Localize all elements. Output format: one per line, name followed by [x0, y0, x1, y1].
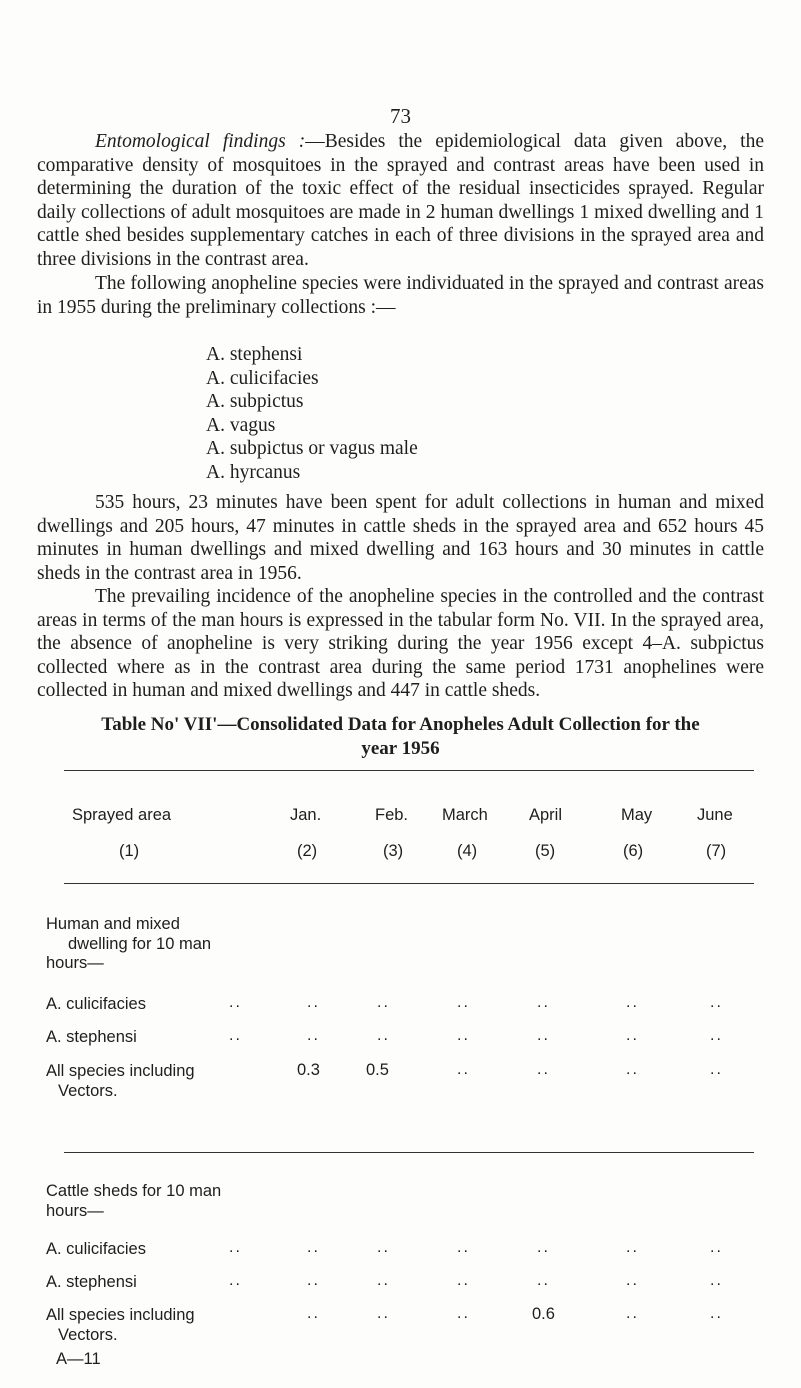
row-cell: ..: [457, 1061, 470, 1078]
column-number: (7): [706, 842, 727, 860]
section-heading-line: Human and mixed: [46, 915, 180, 933]
column-header: Jan.: [290, 806, 322, 824]
column-number: (3): [383, 842, 404, 860]
paragraph-body: —Besides the epidemiological data given above, the comparative density of mosquitoes in the sprayed and contrast areas have been used in determining the duration of the toxic effect of the residual insecticides sprayed. Regular daily collections of adult mosquitoes are made in 2 human dwellings 1 mixed dwelling and 1 cattle shed besides supplementary catches in each of three divisions in the sprayed area and three divisions in the contrast area.: [37, 131, 765, 270]
row-cell: ..: [537, 1061, 550, 1078]
column-header: May: [621, 806, 653, 824]
row-cell: ..: [229, 994, 242, 1011]
row-cell: ..: [537, 1027, 550, 1044]
row-label-line: All species including: [46, 1062, 195, 1080]
row-cell: ..: [710, 994, 723, 1011]
column-number: (1): [119, 842, 140, 860]
row-cell: ..: [229, 1027, 242, 1044]
row-cell: ..: [457, 1272, 470, 1289]
row-cell: ..: [537, 1239, 550, 1256]
row-cell: ..: [626, 1061, 639, 1078]
section-heading-line: dwelling for 10 man: [68, 934, 212, 953]
footer-mark: A—11: [56, 1350, 101, 1368]
row-cell: 0.5: [366, 1061, 389, 1079]
row-cell: ..: [537, 994, 550, 1011]
row-cell: ..: [710, 1272, 723, 1289]
column-number: (4): [457, 842, 478, 860]
column-header: March: [442, 806, 488, 824]
row-cell: ..: [626, 994, 639, 1011]
row-cell: ..: [710, 1305, 723, 1322]
table-top-rule: [64, 770, 754, 771]
section-heading-line: Cattle sheds for 10 man: [46, 1182, 222, 1200]
row-label-line: Vectors.: [58, 1082, 118, 1100]
row-cell: 0.3: [297, 1061, 320, 1079]
species-item: A. subpictus or vagus male: [206, 438, 418, 459]
row-cell: ..: [457, 1027, 470, 1044]
column-header: June: [697, 806, 733, 824]
table-title-line: Table No' VII'—Consolidated Data for Anopheles Adult Collection for the: [101, 714, 700, 735]
row-cell: ..: [307, 1305, 320, 1322]
species-item: A. subpictus: [206, 391, 304, 412]
page-number: 73: [390, 104, 411, 128]
section-heading: [46, 1182, 221, 1221]
column-header: April: [529, 806, 563, 824]
row-label: [46, 1305, 195, 1345]
species-list: [206, 343, 418, 484]
column-number: (2): [297, 842, 318, 860]
row-cell: ..: [307, 994, 320, 1011]
section-heading: [46, 915, 211, 974]
paragraph-entomological-findings: [37, 130, 764, 271]
row-cell: ..: [307, 1239, 320, 1256]
row-cell: ..: [457, 994, 470, 1011]
row-cell: ..: [229, 1239, 242, 1256]
paragraph-species-intro: The following anopheline species were individuated in the sprayed and contrast areas in 1955 during the preliminary collections :—: [37, 273, 764, 318]
row-cell: ..: [377, 1305, 390, 1322]
header-bottom-rule: [64, 883, 754, 884]
paragraph-prevailing-incidence: The prevailing incidence of the anopheline species in the controlled and the contrast areas in terms of the man hours is expressed in the tabular form No. VII. In the sprayed area, the absence of anopheline is very striking during the year 1956 except 4–A. subpictus collected where as in the contrast area during the same period 1731 anophelines were collected in human and mixed dwellings and 447 in cattle sheds.: [37, 586, 764, 701]
species-item: A. culicifacies: [206, 367, 319, 389]
row-cell: ..: [710, 1061, 723, 1078]
table-title: [37, 713, 764, 761]
column-header: Sprayed area: [72, 806, 172, 824]
row-label-line: All species including: [46, 1306, 195, 1324]
row-label: A. culicifacies: [46, 1240, 146, 1258]
row-cell: ..: [626, 1272, 639, 1289]
paragraph-lead: Entomological findings :: [95, 131, 306, 152]
row-label: A. stephensi: [46, 1028, 137, 1046]
section-heading-line: hours—: [46, 1201, 104, 1220]
row-cell: ..: [626, 1305, 639, 1322]
section-divider-rule: [64, 1152, 754, 1153]
row-cell: 0.6: [532, 1305, 555, 1323]
species-item: A. vagus: [206, 414, 276, 436]
row-cell: ..: [377, 1027, 390, 1044]
column-header: Feb.: [375, 806, 409, 824]
row-cell: ..: [710, 1027, 723, 1044]
row-label: [46, 1061, 195, 1101]
section-heading-line: hours—: [46, 954, 104, 972]
paragraph-collection-hours: 535 hours, 23 minutes have been spent for adult collections in human and mixed dwellings and 205 hours, 47 minutes in cattle sheds in the sprayed area and 652 hours 45 minutes in human dwellings and mixed dwelling and 163 hours and 30 minutes in cattle sheds in the contrast area in 1956.: [37, 492, 764, 584]
row-label: A. culicifacies: [46, 995, 146, 1013]
row-label: A. stephensi: [46, 1273, 137, 1291]
column-number: (5): [535, 842, 556, 860]
row-cell: ..: [377, 1239, 390, 1256]
row-cell: ..: [710, 1239, 723, 1256]
species-item: A. hyrcanus: [206, 461, 301, 483]
row-cell: ..: [377, 1272, 390, 1289]
row-cell: ..: [377, 994, 390, 1011]
row-cell: ..: [307, 1027, 320, 1044]
row-label-line: Vectors.: [58, 1326, 118, 1344]
row-cell: ..: [457, 1239, 470, 1256]
column-number: (6): [623, 842, 644, 860]
table-title-line: year 1956: [361, 738, 440, 759]
row-cell: ..: [626, 1239, 639, 1256]
row-cell: ..: [229, 1272, 242, 1289]
row-cell: ..: [537, 1272, 550, 1289]
row-cell: ..: [307, 1272, 320, 1289]
row-cell: ..: [626, 1027, 639, 1044]
row-cell: ..: [457, 1305, 470, 1322]
species-item: A. stephensi: [206, 344, 303, 365]
